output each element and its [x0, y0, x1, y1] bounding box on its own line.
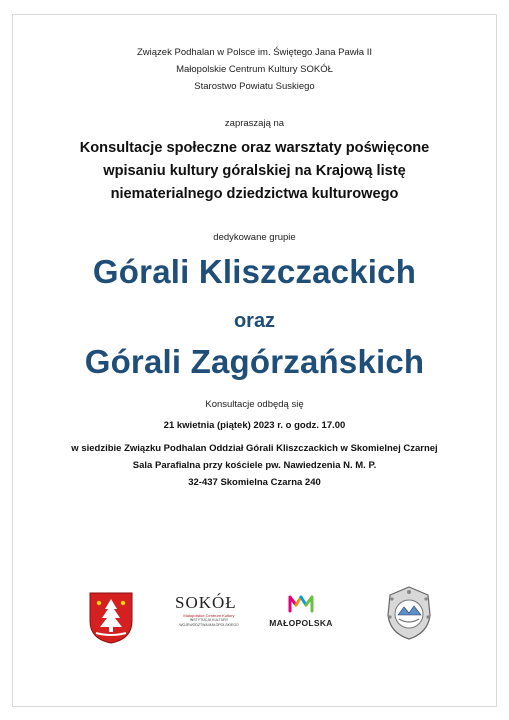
conjunction-heading: oraz: [233, 310, 276, 332]
venue-block: [0, 440, 509, 491]
sokol-subtitle-3: WOJEWÓDZTWA MAŁOPOLSKIEGO: [179, 622, 239, 627]
crest-icon: [88, 591, 134, 645]
organizer-line: Związek Podhalan w Polsce im. Świętego Jana Pawła II: [137, 47, 372, 58]
title-line: wpisaniu kultury góralskiej na Krajową listę: [103, 163, 406, 179]
malopolska-wordmark: MAŁOPOLSKA: [269, 618, 333, 628]
sokol-subtitle: Małopolskie Centrum Kultury: [183, 613, 235, 618]
organizer-line: Starostwo Powiatu Suskiego: [194, 81, 315, 92]
group-heading-2: Górali Zagórzańskich: [84, 343, 425, 380]
venue-line: w siedzibie Związku Podhalan Oddział Górali Kliszczackich w Skomielnej Czarnej: [71, 443, 438, 454]
venue-line: Sala Parafialna przy kościele pw. Nawiedzenia N. M. P.: [132, 460, 377, 471]
sokol-wordmark: SOKÓŁ: [175, 593, 237, 612]
malopolska-mark-icon: [287, 593, 315, 613]
organizers-block: [0, 44, 509, 95]
sokol-subtitle-2: INSTYTUCJA KULTURY: [189, 618, 229, 622]
event-title: [0, 137, 509, 206]
sokol-logo: [175, 593, 243, 627]
dedication-text: dedykowane grupie: [213, 232, 296, 243]
malopolska-logo: [266, 593, 336, 628]
title-line: niematerialnego dziedzictwa kulturowego: [110, 186, 399, 202]
venue-line: 32-437 Skomielna Czarna 240: [188, 477, 321, 488]
organizer-line: Małopolskie Centrum Kultury SOKÓŁ: [176, 64, 333, 75]
consultation-text: Konsultacje odbędą się: [205, 399, 304, 410]
county-crest-logo: [88, 591, 134, 650]
invite-text: zapraszają na: [224, 118, 285, 129]
logos-row: [0, 583, 509, 653]
podhalan-emblem-logo: [384, 585, 434, 646]
event-date: 21 kwietnia (piątek) 2023 r. o godz. 17.00: [163, 420, 346, 431]
emblem-icon: [384, 585, 434, 641]
title-line: Konsultacje społeczne oraz warsztaty poświęcone: [79, 140, 430, 156]
group-heading-1: Górali Kliszczackich: [92, 253, 417, 290]
